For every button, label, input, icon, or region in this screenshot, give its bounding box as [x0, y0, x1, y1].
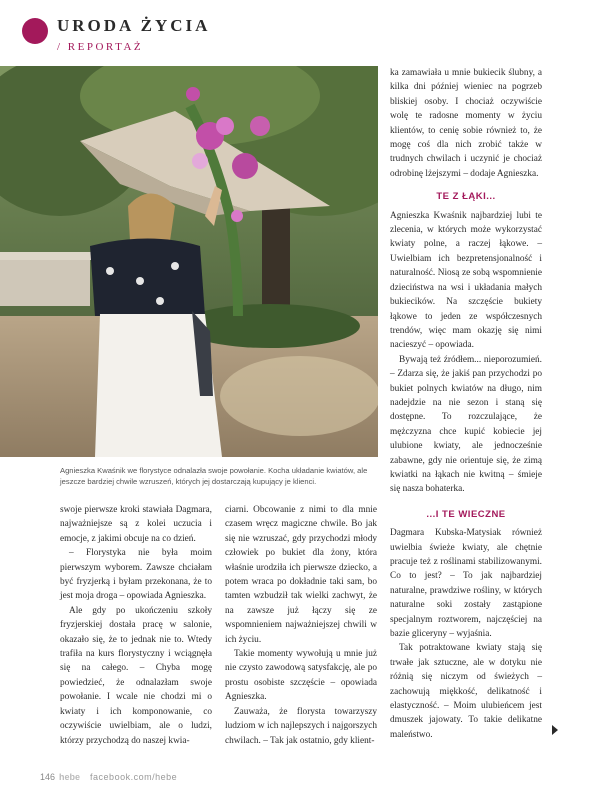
paragraph: ciarni. Obcowanie z nimi to dla mnie czasem wręcz magiczne chwile. Bo jak się nie wzruszać, gdy przychodzi młody człowiek po bukiet dla żony, która właśnie urodziła ich pierwsze dziecko, a potem wraca po dokładnie taki sam, bo tamten wzbudził tak wielki zachwyt, że na zawsze już łączy się ze wspomnieniem najważniejszej chwili w ich życiu. — [225, 505, 377, 645]
continue-arrow-icon — [552, 725, 558, 735]
photo-illustration — [0, 66, 378, 457]
paragraph: – Florystyka nie była moim pierwszym wyborem. Zawsze chciałam być fryzjerką i byłam przekonana, że to jest moja droga – opowiada Agnieszka. — [60, 548, 212, 602]
article-photo — [0, 66, 378, 457]
paragraph: Takie momenty wywołują u mnie już nie czysto zawodową satysfakcję, ale po prostu osobiste szczęście – opowiada Agnieszka. — [225, 649, 377, 703]
paragraph: Bywają też źródłem... nieporozumień. – Zdarza się, że jakiś pan przychodzi po bukiet polnych kwiatów na długo, nim nadejdzie na nie sezon i staną się dostępne. To rozczulające, że mężczyzna chce kupić kobiecie jej ulubione kwiaty, ale jednocześnie zabawne, gdy nie orientuje się, że zimą kwiatki na łąkach nie kwitną – śmieje się nasza bohaterka. — [390, 354, 542, 495]
article-column-2 — [225, 503, 377, 748]
paragraph: ka zamawiała u mnie bukiecik ślubny, a kilka dni później wieniec na pogrzeb bliskiej osoby. I chociaż oczywiście wolę te radosne momenty w życiu klientów, to cenię sobie również to, że mogę coś dla nich zrobić także w trudnych chwilach i uczynić je chociaż odrobinę lżejszymi – dodaje Agnieszka. — [390, 68, 542, 179]
section-marker-dot — [22, 18, 48, 44]
paragraph: Agnieszka Kwaśnik najbardziej lubi te zlecenia, w których może wykorzystać kwiaty polne, a raczej łąkowe. – Uwielbiam ich bezpretensjonalność i naturalność. Niosą ze sobą wspomnienie dzieciństwa na wsi i układania małych bukiecików. Na szczęście bukiety łąkowe to jeden ze współczesnych trendów, więc mam okazję się nimi nacieszyć – opowiada. — [390, 210, 542, 351]
paragraph: Zauważa, że florysta towarzyszy ludziom w ich najlepszych i najgorszych chwilach. – Tak jak ostatnio, gdy klient- — [225, 706, 377, 746]
section-title: URODA ŻYCIA — [57, 16, 211, 35]
paragraph: Tak potraktowane kwiaty stają się trwałe jak sztuczne, ale w dotyku nie różnią się niczym od świeżych – zachowują miękkość, delikatność i elastyczność. – Moim ulubieńcem jest dmuszek jajowaty. To takie delikatne maleństwo. — [390, 643, 542, 740]
page-number: 146 — [40, 772, 56, 782]
article-column-3 — [390, 66, 542, 742]
paragraph: Ale gdy po ukończeniu szkoły fryzjerskiej dostała pracę w salonie, okazało się, że to jednak nie to. Wtedy trafiła na kurs florystyczny i wciągnęła się na całego. – Chyba mogę powiedzieć, że odnalazłam swoje powołanie. I wcale nie chodzi mi o kwiaty i ich komponowanie, co oczywiście uwielbiam, ale o ludzi, którzy przychodzą do naszej kwia- — [60, 605, 212, 746]
brand-logo: hebe — [59, 772, 81, 782]
facebook-link[interactable]: facebook.com/hebe — [90, 772, 178, 782]
article-column-1 — [60, 503, 212, 748]
paragraph: swoje pierwsze kroki stawiała Dagmara, najważniejsze są z kolei uczucia i emocje, z jakimi obcuje na co dzień. — [60, 505, 212, 544]
subheading-eternal: ...I TE WIECZNE — [426, 508, 506, 520]
page-footer — [40, 772, 177, 782]
paragraph: Dagmara Kubska-Matysiak również uwielbia świeże kwiaty, ale chętnie pracuje też z roślinami stabilizowanymi. Co to jest? – To jak najbardziej naturalne, prawdziwe rośliny, w których naturalne soki zostały zastąpione specjalnym roztworem, najczęściej na bazie gliceryny – wyjaśnia. — [390, 528, 542, 640]
subheading-meadow: TE Z ŁĄKI... — [436, 191, 496, 203]
section-subtitle: / REPORTAŻ — [57, 41, 144, 53]
photo-caption: Agnieszka Kwaśnik we florystyce odnalazła swoje powołanie. Kocha układanie kwiatów, ale jeszcze bardziej chwile wzruszeń, których jej dostarczają kupujący je klienci. — [60, 466, 368, 486]
